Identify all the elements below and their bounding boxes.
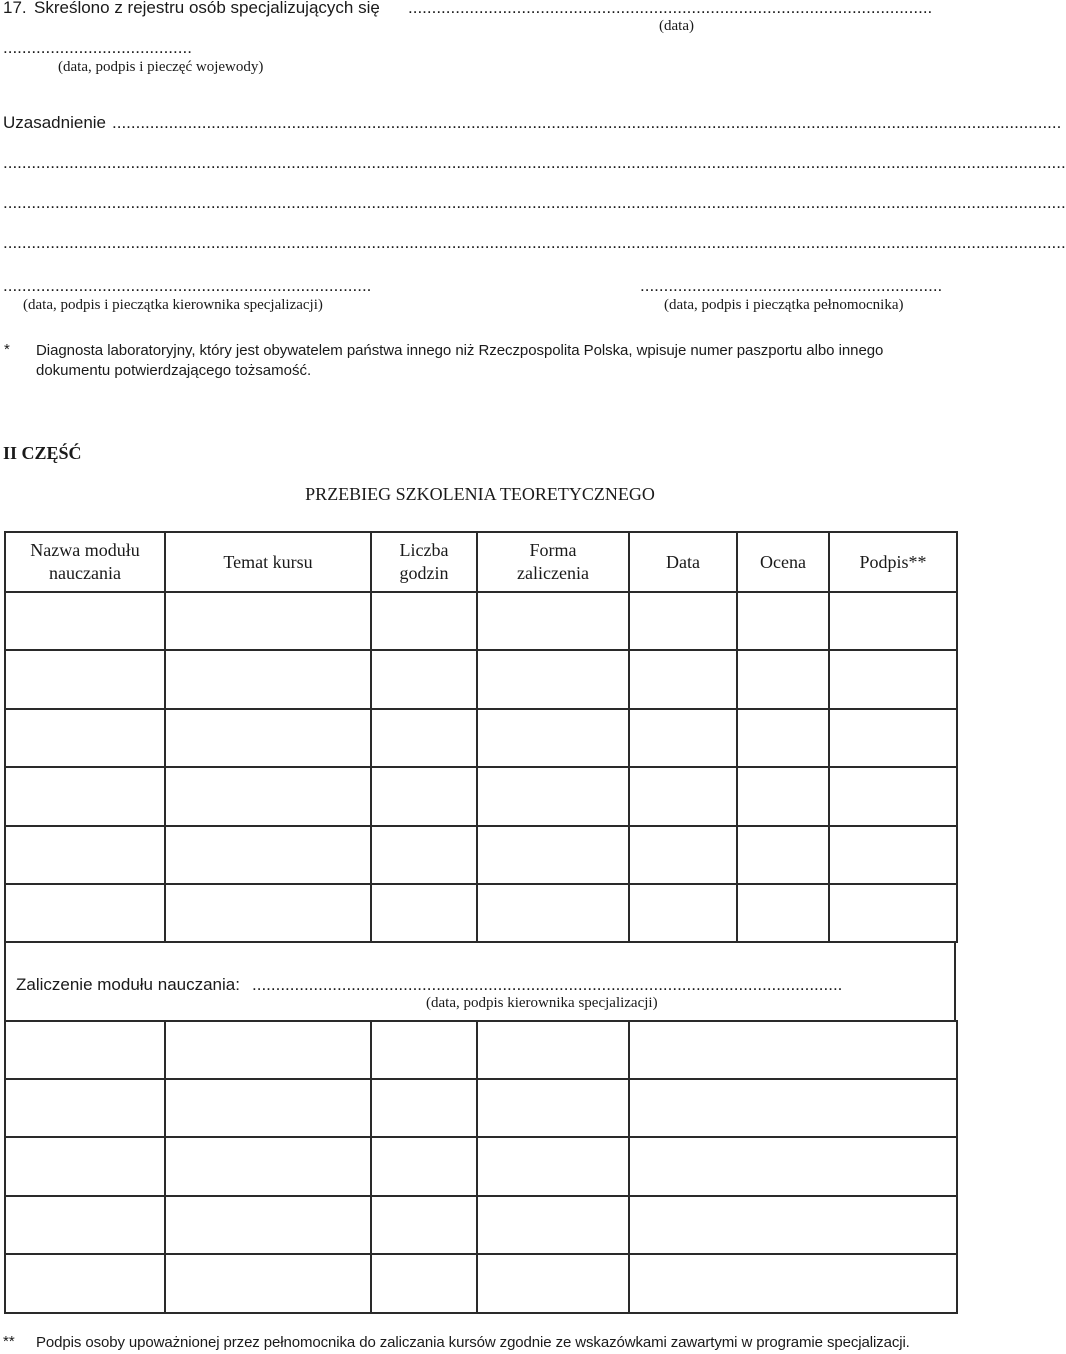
part-2-subheading: PRZEBIEG SZKOLENIA TEORETYCZNEGO bbox=[305, 484, 655, 504]
table-cell[interactable] bbox=[477, 709, 629, 767]
header-module-name-line-2: nauczania bbox=[49, 563, 121, 583]
table-row bbox=[5, 1254, 957, 1313]
table-cell[interactable] bbox=[371, 1020, 477, 1079]
table-cell[interactable] bbox=[5, 592, 165, 650]
table-row bbox=[5, 1079, 957, 1137]
table-cell[interactable] bbox=[737, 709, 829, 767]
table-cell[interactable] bbox=[629, 592, 737, 650]
table-cell[interactable] bbox=[477, 1196, 629, 1254]
table-cell[interactable] bbox=[477, 1137, 629, 1196]
table-cell[interactable] bbox=[5, 1196, 165, 1254]
module-summary-caption: (data, podpis kierownika specjalizacji) bbox=[426, 995, 658, 1011]
header-module-name bbox=[5, 532, 165, 592]
table-cell[interactable] bbox=[829, 650, 957, 709]
table-cell[interactable] bbox=[371, 1137, 477, 1196]
table-cell[interactable] bbox=[629, 1196, 957, 1254]
table-cell[interactable] bbox=[477, 1079, 629, 1137]
justification-line-3[interactable]: ................................................................................................................................................................................................................................. bbox=[3, 233, 1066, 252]
table-row bbox=[5, 709, 957, 767]
table-cell[interactable] bbox=[737, 826, 829, 884]
header-assessment-form-line-1: Forma bbox=[529, 540, 577, 560]
table-cell[interactable] bbox=[629, 1020, 957, 1079]
justification-line-0[interactable]: ......................................................................................................................................................................................................... bbox=[112, 113, 1062, 132]
table-cell[interactable] bbox=[629, 767, 737, 826]
table-cell[interactable] bbox=[371, 592, 477, 650]
item-17-date-caption: (data) bbox=[659, 18, 694, 34]
supervisor-signature-caption: (data, podpis i pieczątka kierownika specjalizacji) bbox=[23, 297, 323, 313]
table-cell[interactable] bbox=[5, 709, 165, 767]
table-cell[interactable] bbox=[737, 767, 829, 826]
table-cell[interactable] bbox=[477, 1254, 629, 1313]
table-cell[interactable] bbox=[5, 767, 165, 826]
table-cell[interactable] bbox=[5, 826, 165, 884]
table-cell[interactable] bbox=[477, 650, 629, 709]
table-cell[interactable] bbox=[165, 1079, 371, 1137]
table-cell[interactable] bbox=[477, 1020, 629, 1079]
table-cell[interactable] bbox=[165, 1254, 371, 1313]
header-signature: Podpis** bbox=[829, 532, 957, 592]
table-cell[interactable] bbox=[371, 767, 477, 826]
module-summary-label: Zaliczenie modułu nauczania: bbox=[16, 975, 240, 994]
table-cell[interactable] bbox=[477, 826, 629, 884]
footnote-1-mark: * bbox=[4, 341, 10, 358]
table-cell[interactable] bbox=[629, 650, 737, 709]
voivode-signature-dots[interactable]: ........................................ bbox=[3, 38, 192, 57]
table-cell[interactable] bbox=[737, 650, 829, 709]
table-cell[interactable] bbox=[371, 1079, 477, 1137]
table-cell[interactable] bbox=[371, 1254, 477, 1313]
voivode-signature-caption: (data, podpis i pieczęć wojewody) bbox=[58, 59, 264, 75]
header-module-name-line-1: Nazwa modułu bbox=[30, 540, 140, 560]
footnote-1-line-2: dokumentu potwierdzającego tożsamość. bbox=[36, 362, 312, 379]
table-cell[interactable] bbox=[629, 1079, 957, 1137]
item-17-dots[interactable]: ............................................................................................................... bbox=[408, 0, 933, 17]
table-cell[interactable] bbox=[737, 592, 829, 650]
table-cell[interactable] bbox=[165, 592, 371, 650]
table-cell[interactable] bbox=[5, 1137, 165, 1196]
training-table-lower bbox=[4, 1020, 958, 1314]
table-cell[interactable] bbox=[165, 1020, 371, 1079]
table-row bbox=[5, 767, 957, 826]
module-summary-dots[interactable]: ............................................................................................................................. bbox=[252, 975, 843, 994]
table-cell[interactable] bbox=[165, 826, 371, 884]
supervisor-signature-dots[interactable]: .............................................................................. bbox=[3, 276, 372, 295]
table-cell[interactable] bbox=[371, 826, 477, 884]
header-assessment-form-line-2: zaliczenia bbox=[517, 563, 589, 583]
table-row bbox=[5, 1137, 957, 1196]
table-row bbox=[5, 1196, 957, 1254]
footnote-1-line-1: Diagnosta laboratoryjny, który jest obywatelem państwa innego niż Rzeczpospolita Polska, wpisuje numer paszportu albo innego bbox=[36, 342, 884, 359]
table-cell[interactable] bbox=[737, 884, 829, 942]
table-cell[interactable] bbox=[5, 884, 165, 942]
header-course-topic: Temat kursu bbox=[165, 532, 371, 592]
table-cell[interactable] bbox=[829, 826, 957, 884]
table-cell[interactable] bbox=[371, 709, 477, 767]
table-cell[interactable] bbox=[165, 1196, 371, 1254]
plenipotentiary-signature-dots[interactable]: ................................................................ bbox=[640, 276, 943, 295]
table-cell[interactable] bbox=[165, 1137, 371, 1196]
table-cell[interactable] bbox=[477, 592, 629, 650]
table-cell[interactable] bbox=[165, 884, 371, 942]
table-row bbox=[5, 1020, 957, 1079]
table-cell[interactable] bbox=[5, 650, 165, 709]
justification-line-2[interactable]: ................................................................................................................................................................................................................................. bbox=[3, 193, 1066, 212]
table-cell[interactable] bbox=[629, 884, 737, 942]
header-hours-line-1: Liczba bbox=[399, 540, 449, 560]
table-cell[interactable] bbox=[829, 884, 957, 942]
table-cell[interactable] bbox=[829, 709, 957, 767]
table-cell[interactable] bbox=[629, 826, 737, 884]
table-cell[interactable] bbox=[629, 1254, 957, 1313]
training-table bbox=[4, 531, 958, 943]
item-17-text: Skreślono z rejestru osób specjalizujących się bbox=[34, 0, 380, 17]
header-hours bbox=[371, 532, 477, 592]
table-cell[interactable] bbox=[165, 767, 371, 826]
plenipotentiary-signature-caption: (data, podpis i pieczątka pełnomocnika) bbox=[664, 297, 904, 313]
justification-line-1[interactable]: ................................................................................................................................................................................................................................. bbox=[3, 153, 1066, 172]
header-date: Data bbox=[629, 532, 737, 592]
table-cell[interactable] bbox=[829, 592, 957, 650]
footnote-2-text: Podpis osoby upoważnionej przez pełnomocnika do zaliczania kursów zgodnie ze wskazówkami zawartymi w programie specjalizacji. bbox=[36, 1334, 910, 1351]
table-cell[interactable] bbox=[371, 884, 477, 942]
table-cell[interactable] bbox=[5, 1079, 165, 1137]
table-cell[interactable] bbox=[629, 1137, 957, 1196]
table-row bbox=[5, 592, 957, 650]
table-cell[interactable] bbox=[477, 884, 629, 942]
table-cell[interactable] bbox=[477, 767, 629, 826]
footnote-2-mark: ** bbox=[3, 1333, 15, 1350]
table-row bbox=[5, 884, 957, 942]
part-2-heading: II CZĘŚĆ bbox=[3, 443, 82, 463]
justification-label: Uzasadnienie bbox=[3, 113, 107, 132]
header-assessment-form bbox=[477, 532, 629, 592]
header-hours-line-2: godzin bbox=[399, 563, 449, 583]
table-cell[interactable] bbox=[5, 1254, 165, 1313]
table-row bbox=[5, 650, 957, 709]
table-row bbox=[5, 826, 957, 884]
table-cell[interactable] bbox=[371, 650, 477, 709]
table-cell[interactable] bbox=[629, 709, 737, 767]
header-grade: Ocena bbox=[737, 532, 829, 592]
table-cell[interactable] bbox=[165, 650, 371, 709]
module-summary-row bbox=[4, 942, 956, 1022]
table-cell[interactable] bbox=[5, 1020, 165, 1079]
table-cell[interactable] bbox=[165, 709, 371, 767]
item-17-number: 17. bbox=[3, 0, 27, 17]
table-cell[interactable] bbox=[371, 1196, 477, 1254]
table-cell[interactable] bbox=[829, 767, 957, 826]
